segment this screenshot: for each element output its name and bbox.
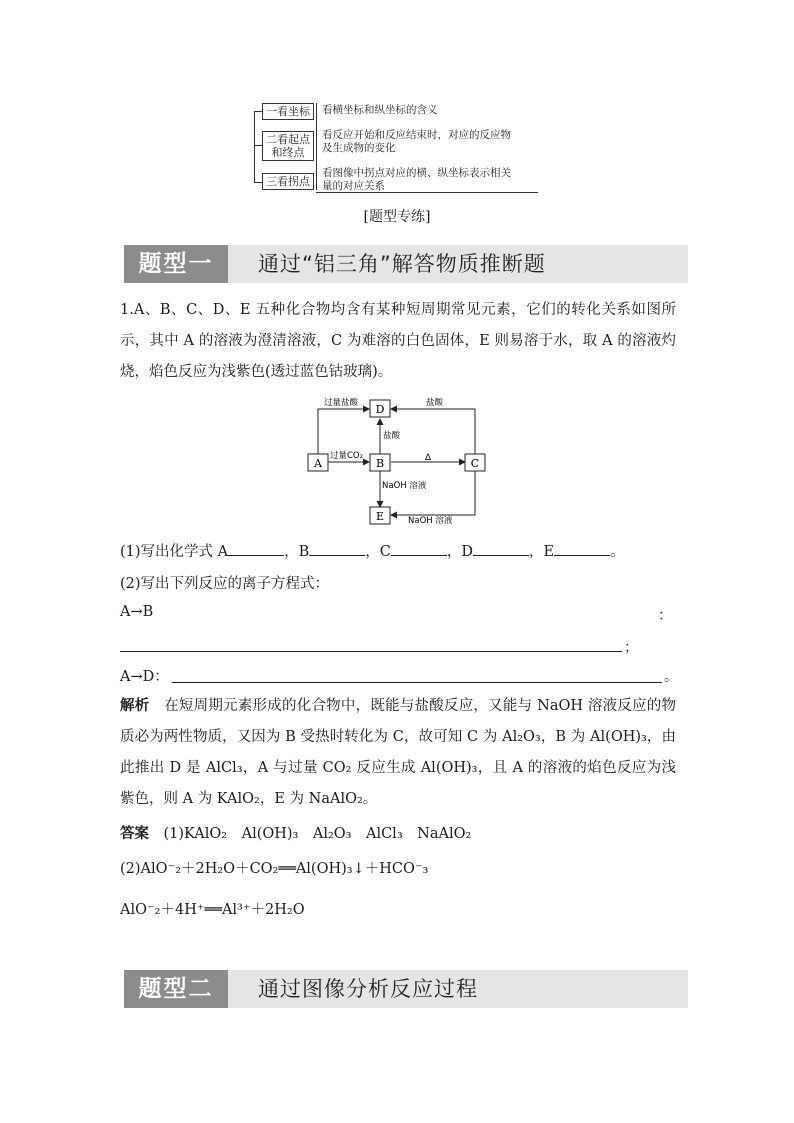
summary-desc-3 xyxy=(322,167,511,193)
ad-answer-line[interactable] xyxy=(172,682,662,683)
arrow-a-to-d xyxy=(318,409,369,454)
q2-line: (2)写出下列反应的离子方程式： xyxy=(120,576,330,592)
q1-c: ，C xyxy=(365,544,391,560)
answer-line-3: AlO⁻₂＋4H⁺══Al³⁺＋2H₂O xyxy=(120,902,305,918)
summary-desc-2-line2: 及生成物的变化 xyxy=(322,142,396,154)
label-a-to-b: 过量CO₂ xyxy=(330,451,364,461)
analysis xyxy=(120,690,676,815)
bracket-line-2 xyxy=(316,103,317,190)
section-2-header xyxy=(124,970,688,1008)
blank-e[interactable] xyxy=(554,541,610,556)
summary-desc-1: 看横坐标和纵坐标的含义 xyxy=(322,104,438,116)
reaction-diagram xyxy=(300,392,500,528)
section-1-tag: 题型一 xyxy=(124,245,228,283)
label-b-to-c: Δ xyxy=(424,453,432,463)
summary-label-2-line2: 和终点 xyxy=(271,146,305,159)
summary-label-2 xyxy=(262,131,314,161)
answer-part-1: (1)KAlO₂ Al(OH)₃ Al₂O₃ AlCl₃ NaAlO₂ xyxy=(163,826,472,842)
bracket-tick xyxy=(254,182,262,183)
summary-desc-3-line1: 看图像中拐点对应的横、纵坐标表示相关 xyxy=(322,167,511,179)
blank-d[interactable] xyxy=(473,541,529,556)
blank-a[interactable] xyxy=(228,541,284,556)
node-a: A xyxy=(314,457,322,470)
arrow-c-to-d xyxy=(391,409,475,454)
summary-desc-2-line1: 看反应开始和反应结束时，对应的反应物 xyxy=(322,129,511,141)
bracket-tick xyxy=(254,145,262,146)
ad-label: A→D： xyxy=(120,669,169,685)
ab-colon: ： xyxy=(658,608,673,624)
q1-line xyxy=(120,540,625,561)
label-c-to-e: NaOH 溶液 xyxy=(408,516,453,526)
ab-answer-line[interactable] xyxy=(120,651,622,652)
summary-label-1: 一看坐标 xyxy=(262,103,314,120)
node-d: D xyxy=(375,403,385,416)
label-b-to-d: 盐酸 xyxy=(383,431,401,441)
q1-d: ，D xyxy=(446,544,474,560)
blank-c[interactable] xyxy=(391,541,447,556)
answer-line-2: (2)AlO⁻₂＋2H₂O＋CO₂══Al(OH)₃↓＋HCO⁻₃ xyxy=(120,861,429,877)
answer-label: 答案 xyxy=(120,825,149,842)
q1-prefix: (1)写出化学式 A xyxy=(120,544,229,560)
analysis-label: 解析 xyxy=(120,697,150,714)
node-c: C xyxy=(470,457,480,470)
label-b-to-e: NaOH 溶液 xyxy=(382,481,427,491)
section-1-title: 通过“铝三角”解答物质推断题 xyxy=(258,252,546,276)
section-1-header xyxy=(124,245,688,283)
q1-end: 。 xyxy=(610,544,625,560)
node-b: B xyxy=(375,457,385,470)
q1-b: ，B xyxy=(284,544,310,560)
practice-caption: [题型专练] xyxy=(363,209,431,225)
blank-b[interactable] xyxy=(309,541,365,556)
section-2-title: 通过图像分析反应过程 xyxy=(258,977,478,1001)
summary-desc-3-line2: 量的对应关系 xyxy=(322,180,385,192)
section-2-tag: 题型二 xyxy=(124,970,228,1008)
label-c-to-d: 盐酸 xyxy=(426,398,444,408)
analysis-text: 在短周期元素形成的化合物中，既能与盐酸反应，又能与 NaOH 溶液反应的物质必为两性物质，又因为 B 受热时转化为 C，故可知 C 为 Al₂O₃，B 为 Al(OH)₃，由此推出 D 是 AlCl₃，A 与过量 CO₂ 反应生成 Al(OH)₃，且 A 的溶液的焰色反应为浅紫色，则 A 为 KAlO₂，E 为 NaAlO₂。 xyxy=(120,698,676,807)
node-e: E xyxy=(375,510,385,523)
ad-end: 。 xyxy=(664,669,679,685)
label-a-to-d: 过量盐酸 xyxy=(324,398,359,408)
answer-line-1 xyxy=(120,822,471,843)
q1-e: ，E xyxy=(529,544,555,560)
summary-label-2-line1: 二看起点 xyxy=(266,133,310,146)
question-text: 1.A、B、C、D、E 五种化合物均含有某种短周期常见元素，它们的转化关系如图所示，其中 A 的溶液为澄清溶液，C 为难溶的白色固体，E 则易溶于水，取 A 的溶液灼烧，焰色反应为浅紫色(透过蓝色钴玻璃)。 xyxy=(120,302,676,380)
summary-label-3: 三看拐点 xyxy=(262,173,314,190)
summary-desc-2 xyxy=(322,129,511,155)
bracket-tick xyxy=(254,111,262,112)
ab-semicolon: ； xyxy=(624,640,639,656)
bracket-line xyxy=(254,111,255,182)
arrow-c-to-e xyxy=(391,470,475,515)
summary-underline xyxy=(316,192,538,193)
ab-label: A→B xyxy=(120,604,154,620)
